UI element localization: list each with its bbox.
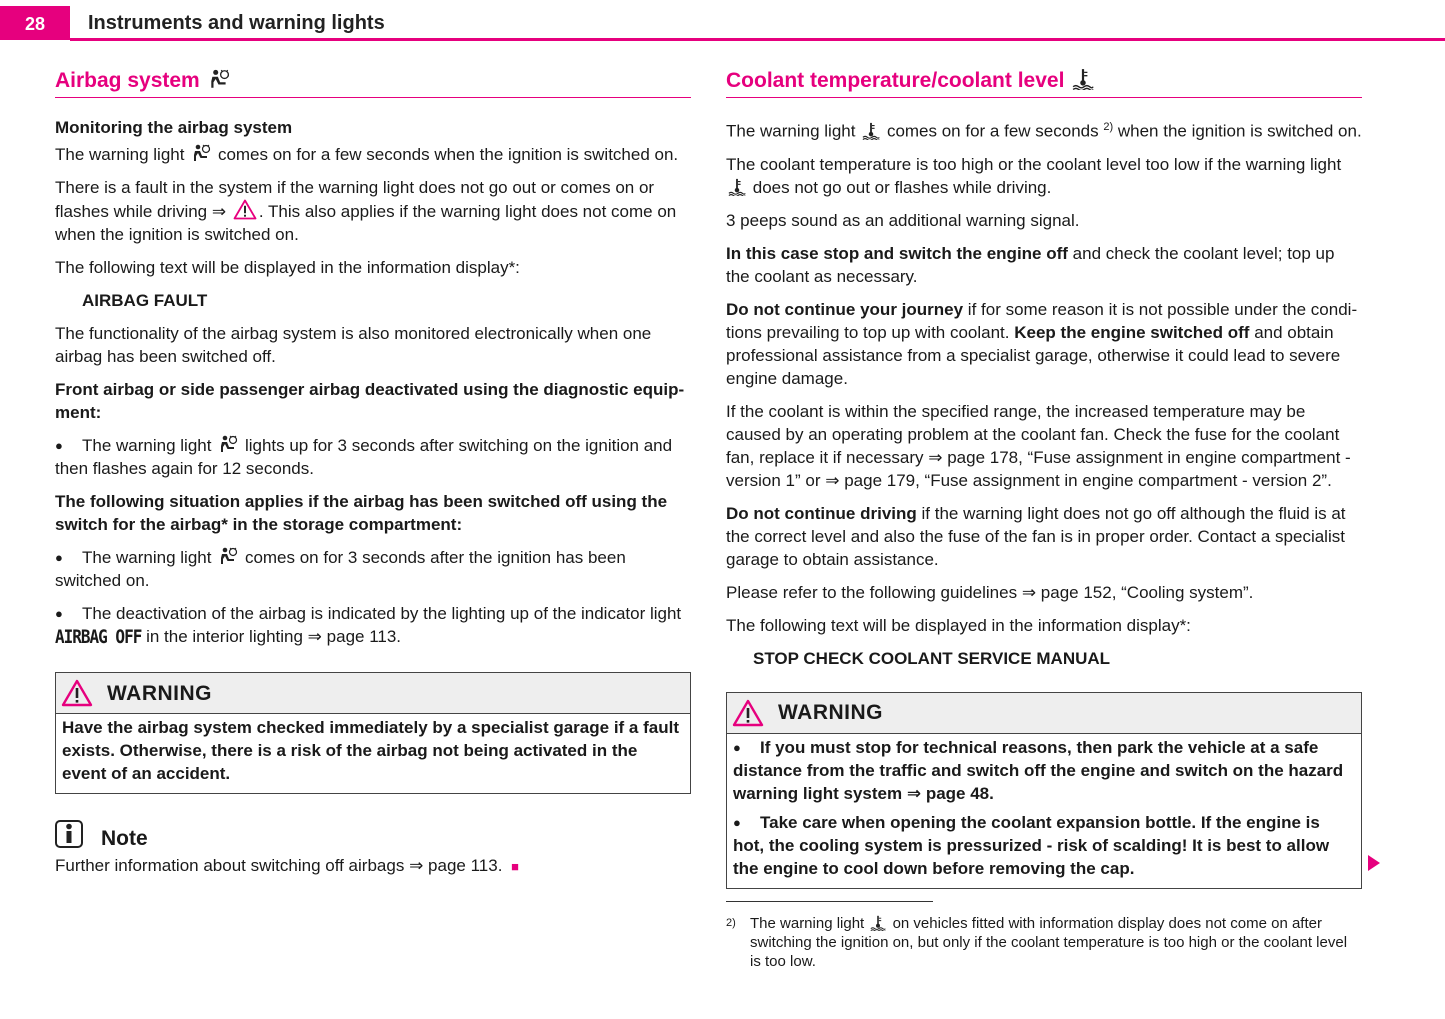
page-number: 28 <box>0 6 70 40</box>
page-ref-link[interactable]: page 152, “Cooling system”. <box>1040 582 1254 602</box>
footnote-text: The warning light on vehicles fitted with information display does not come on after switching the ignition on, but only if the coolant temperature is too high or the coolant level is too low. <box>750 914 1348 970</box>
page-ref-link[interactable]: page 113. <box>428 856 503 875</box>
coolant-warning-box <box>726 692 1362 889</box>
airbag-warning-light-icon <box>191 143 211 163</box>
coolant-paragraph-9: The following text will be displayed in the information display*: <box>726 615 1191 635</box>
warning-triangle-icon <box>732 699 764 727</box>
airbag-paragraph-1: The warning light comes on for a few seconds when the ignition is switched on. <box>55 145 679 164</box>
airbag-paragraph-4: The functionality of the airbag system is also monitored electronically when one airbag has been switched off. <box>55 324 652 366</box>
airbag-warning-light-icon <box>218 434 238 454</box>
footnote-ref[interactable]: 2) <box>1103 121 1114 133</box>
coolant-title-text: Coolant temperature/coolant level <box>726 69 1065 92</box>
page-ref-link[interactable]: page 113. <box>326 627 402 646</box>
bullet-dot <box>733 736 760 759</box>
switch-off-heading: The following situation applies if the airbag has been switched off using the switch for the airbag* in the storage compartment: <box>55 492 668 534</box>
coolant-paragraph-8: Please refer to the following guidelines ⇒ page 152, “Cooling system”. <box>726 582 1254 602</box>
note-header <box>55 818 691 850</box>
ref-arrow: ⇒ <box>825 470 840 490</box>
ref-arrow: ⇒ <box>906 783 922 803</box>
airbag-title-text: Airbag system <box>55 69 200 92</box>
page-ref-link[interactable]: page 179, “Fuse assignment in engine compartment - version 2”. <box>844 470 1332 490</box>
coolant-paragraph-2: The coolant temperature is too high or the coolant level too low if the warning light does not go out or flashes while driving. <box>726 154 1342 197</box>
monitoring-heading: Monitoring the airbag system <box>55 118 293 137</box>
bullet-dot <box>733 811 760 834</box>
page-ref-link[interactable]: page 48. <box>925 783 994 803</box>
airbag-bullet-3: ●The deactivation of the airbag is indicated by the lighting up of the indicator light AIRBAG OFF in the interior lighting ⇒ page 113. <box>55 602 691 648</box>
coolant-paragraph-6: If the coolant is within the specified range, the increased temperature may be caused by an operating problem at the coolant fan. Check the fuse for the coolant fan, replace it if necessary ⇒ page 178, “Fuse assignment in engine compartment - version 1” or ⇒ page 179, “Fuse assignment in engine compartment - version 2”. <box>726 401 1351 490</box>
ref-arrow: ⇒ <box>307 627 322 646</box>
airbag-display-text: AIRBAG FAULT <box>82 291 208 310</box>
warning-title: WARNING <box>778 701 883 725</box>
airbag-bullet-1: ●The warning light lights up for 3 seconds after switching on the ignition and then flashes again for 12 seconds. <box>55 434 691 480</box>
warning-triangle-icon <box>233 199 257 220</box>
warning-body <box>727 734 1361 888</box>
header-rule <box>70 38 1445 41</box>
coolant-warning-light-icon <box>862 122 880 140</box>
diagnostic-heading: Front airbag or side passenger airbag deactivated using the diagnostic equip-ment: <box>55 380 685 422</box>
coolant-warning-light-icon <box>1072 68 1094 90</box>
page-header <box>0 0 1445 40</box>
coolant-paragraph-1: The warning light comes on for a few seconds $^{2)}$ when the ignition is switched on. <box>726 121 1362 141</box>
warning-text: Have the airbag system checked immediately by a specialist garage if a fault exists. Otherwise, there is a risk of the airbag not being activated in the event of an accident. <box>62 718 679 783</box>
warning-header <box>727 693 1361 734</box>
bullet-dot <box>55 434 82 457</box>
airbag-paragraph-2: There is a fault in the system if the warning light does not go out or comes on or flashes while driving ⇒ . This also applies if the warning light does not come on when the ignition is switched on. <box>55 178 677 244</box>
footnote-mark: 2) <box>726 916 736 929</box>
end-of-section-square-icon: ■ <box>511 859 520 874</box>
footnote <box>726 914 1362 971</box>
page-ref-link[interactable]: page 178, “Fuse assignment in engine compartment - version 1” or <box>726 447 1351 490</box>
airbag-section-title <box>55 64 691 98</box>
note-title: Note <box>101 826 148 850</box>
ref-arrow: ⇒ <box>211 202 227 221</box>
airbag-bullet-2: ●The warning light comes on for 3 seconds after the ignition has been switched on. <box>55 546 691 592</box>
ref-arrow: ⇒ <box>1021 582 1037 602</box>
airbag-section <box>55 64 691 888</box>
warning-header <box>56 673 690 714</box>
airbag-off-indicator-label: AIRBAG OFF <box>55 625 142 648</box>
warning-bullet-1: ●If you must stop for technical reasons, then park the vehicle at a safe distance from the traffic and switch off the engine and switch on the hazard warning light system ⇒ page 48. <box>733 736 1355 805</box>
coolant-paragraph-4: In this case stop and switch the engine off and check the coolant level; top up the coolant as necessary. <box>726 243 1335 286</box>
coolant-paragraph-5: Do not continue your journey if for some reason it is not possible under the condi-tions prevailing to top up with coolant. Keep the engine switched off and obtain professional assistance from a specialist garage, otherwise it could lead to severe engine damage. <box>726 299 1358 388</box>
info-icon <box>55 820 83 848</box>
coolant-paragraph-3: 3 peeps sound as an additional warning signal. <box>726 210 1080 230</box>
coolant-section <box>726 64 1362 971</box>
airbag-warning-light-icon <box>218 546 238 566</box>
warning-body <box>56 714 690 793</box>
bullet-dot <box>55 602 82 625</box>
warning-triangle-icon <box>61 679 93 707</box>
coolant-paragraph-7: Do not continue driving if the warning light does not go off although the fluid is at the correct level and also the fuse of the fan is in proper order. Contact a specialist garage to obtain assistance. <box>726 503 1346 569</box>
ref-arrow: ⇒ <box>928 447 943 467</box>
coolant-warning-light-icon <box>870 915 886 931</box>
airbag-warning-light-icon <box>208 68 230 90</box>
next-page-arrow-icon[interactable] <box>1367 854 1381 872</box>
footnote-divider <box>726 901 933 902</box>
ref-arrow: ⇒ <box>409 856 424 875</box>
warning-title: WARNING <box>107 681 212 705</box>
airbag-paragraph-3: The following text will be displayed in the information display*: <box>55 258 520 277</box>
chapter-title: Instruments and warning lights <box>88 12 385 34</box>
warning-bullet-2: ●Take care when opening the coolant expansion bottle. If the engine is hot, the cooling system is pressurized - risk of scalding! It is best to allow the engine to cool down before removing the cap. <box>733 811 1355 880</box>
coolant-section-title <box>726 64 1362 98</box>
note-text: Further information about switching off airbags ⇒ page 113. ■ <box>55 856 520 875</box>
airbag-warning-box <box>55 672 691 794</box>
coolant-display-text: STOP CHECK COOLANT SERVICE MANUAL <box>753 648 1111 668</box>
bullet-dot <box>55 546 82 569</box>
coolant-warning-light-icon <box>728 178 746 196</box>
